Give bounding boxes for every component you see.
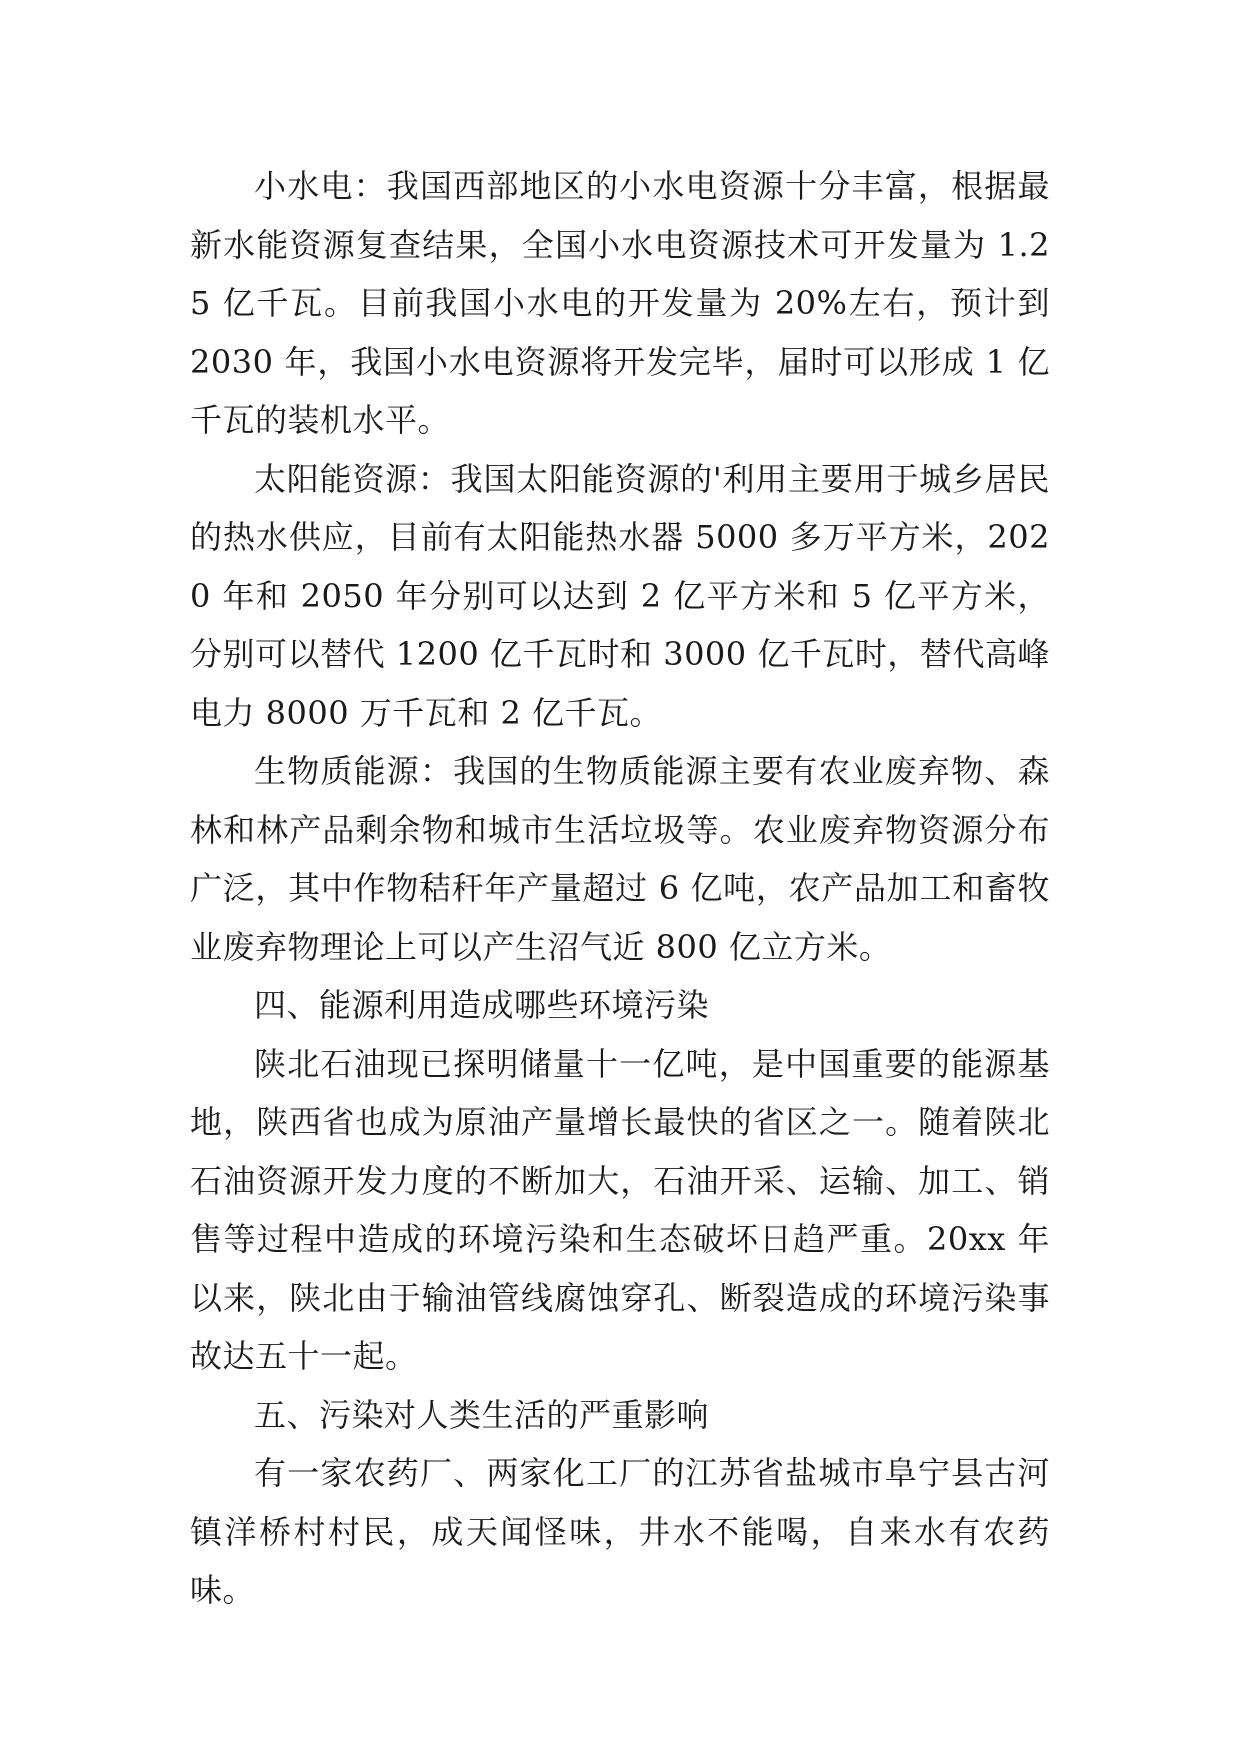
paragraph-biomass-energy: 生物质能源：我国的生物质能源主要有农业废弃物、森林和林产品剩余物和城市生活垃圾等。农业废弃物资源分布广泛，其中作物秸秆年产量超过 6 亿吨，农产品加工和畜牧业废弃物理论上可以产生沼气近 800 亿立方米。 [190,752,1050,966]
section-heading-four: 四、能源利用造成哪些环境污染 [254,986,710,1024]
section-heading-five: 五、污染对人类生活的严重影响 [254,1395,710,1434]
document-body [190,157,1050,1620]
paragraph-small-hydropower: 小水电：我国西部地区的小水电资源十分丰富，根据最新水能资源复查结果，全国小水电资源技术可开发量为 1.25 亿千瓦。目前我国小水电的开发量为 20%左右，预计到 2030 年，我国小水电资源将开发完毕，届时可以形成 1 亿千瓦的装机水平。 [190,167,1050,439]
paragraph-pollution-impact: 有一家农药厂、两家化工厂的江苏省盐城市阜宁县古河镇洋桥村村民，成天闻怪味，井水不能喝，自来水有农药味。 [190,1454,1050,1609]
paragraph-shaanbei-oil: 陕北石油现已探明储量十一亿吨，是中国重要的能源基地，陕西省也成为原油产量增长最快的省区之一。随着陕北石油资源开发力度的不断加大，石油开采、运输、加工、销售等过程中造成的环境污染和生态破坏日趋严重。20xx 年以来，陕北由于输油管线腐蚀穿孔、断裂造成的环境污染事故达五十一起。 [190,1044,1050,1375]
paragraph-solar-energy: 太阳能资源：我国太阳能资源的'利用主要用于城乡居民的热水供应，目前有太阳能热水器 5000 多万平方米，2020 年和 2050 年分别可以达到 2 亿平方米和 5 亿平方米，分别可以替代 1200 亿千瓦时和 3000 亿千瓦时，替代高峰电力 8000 万千瓦和 2 亿千瓦。 [190,459,1050,732]
